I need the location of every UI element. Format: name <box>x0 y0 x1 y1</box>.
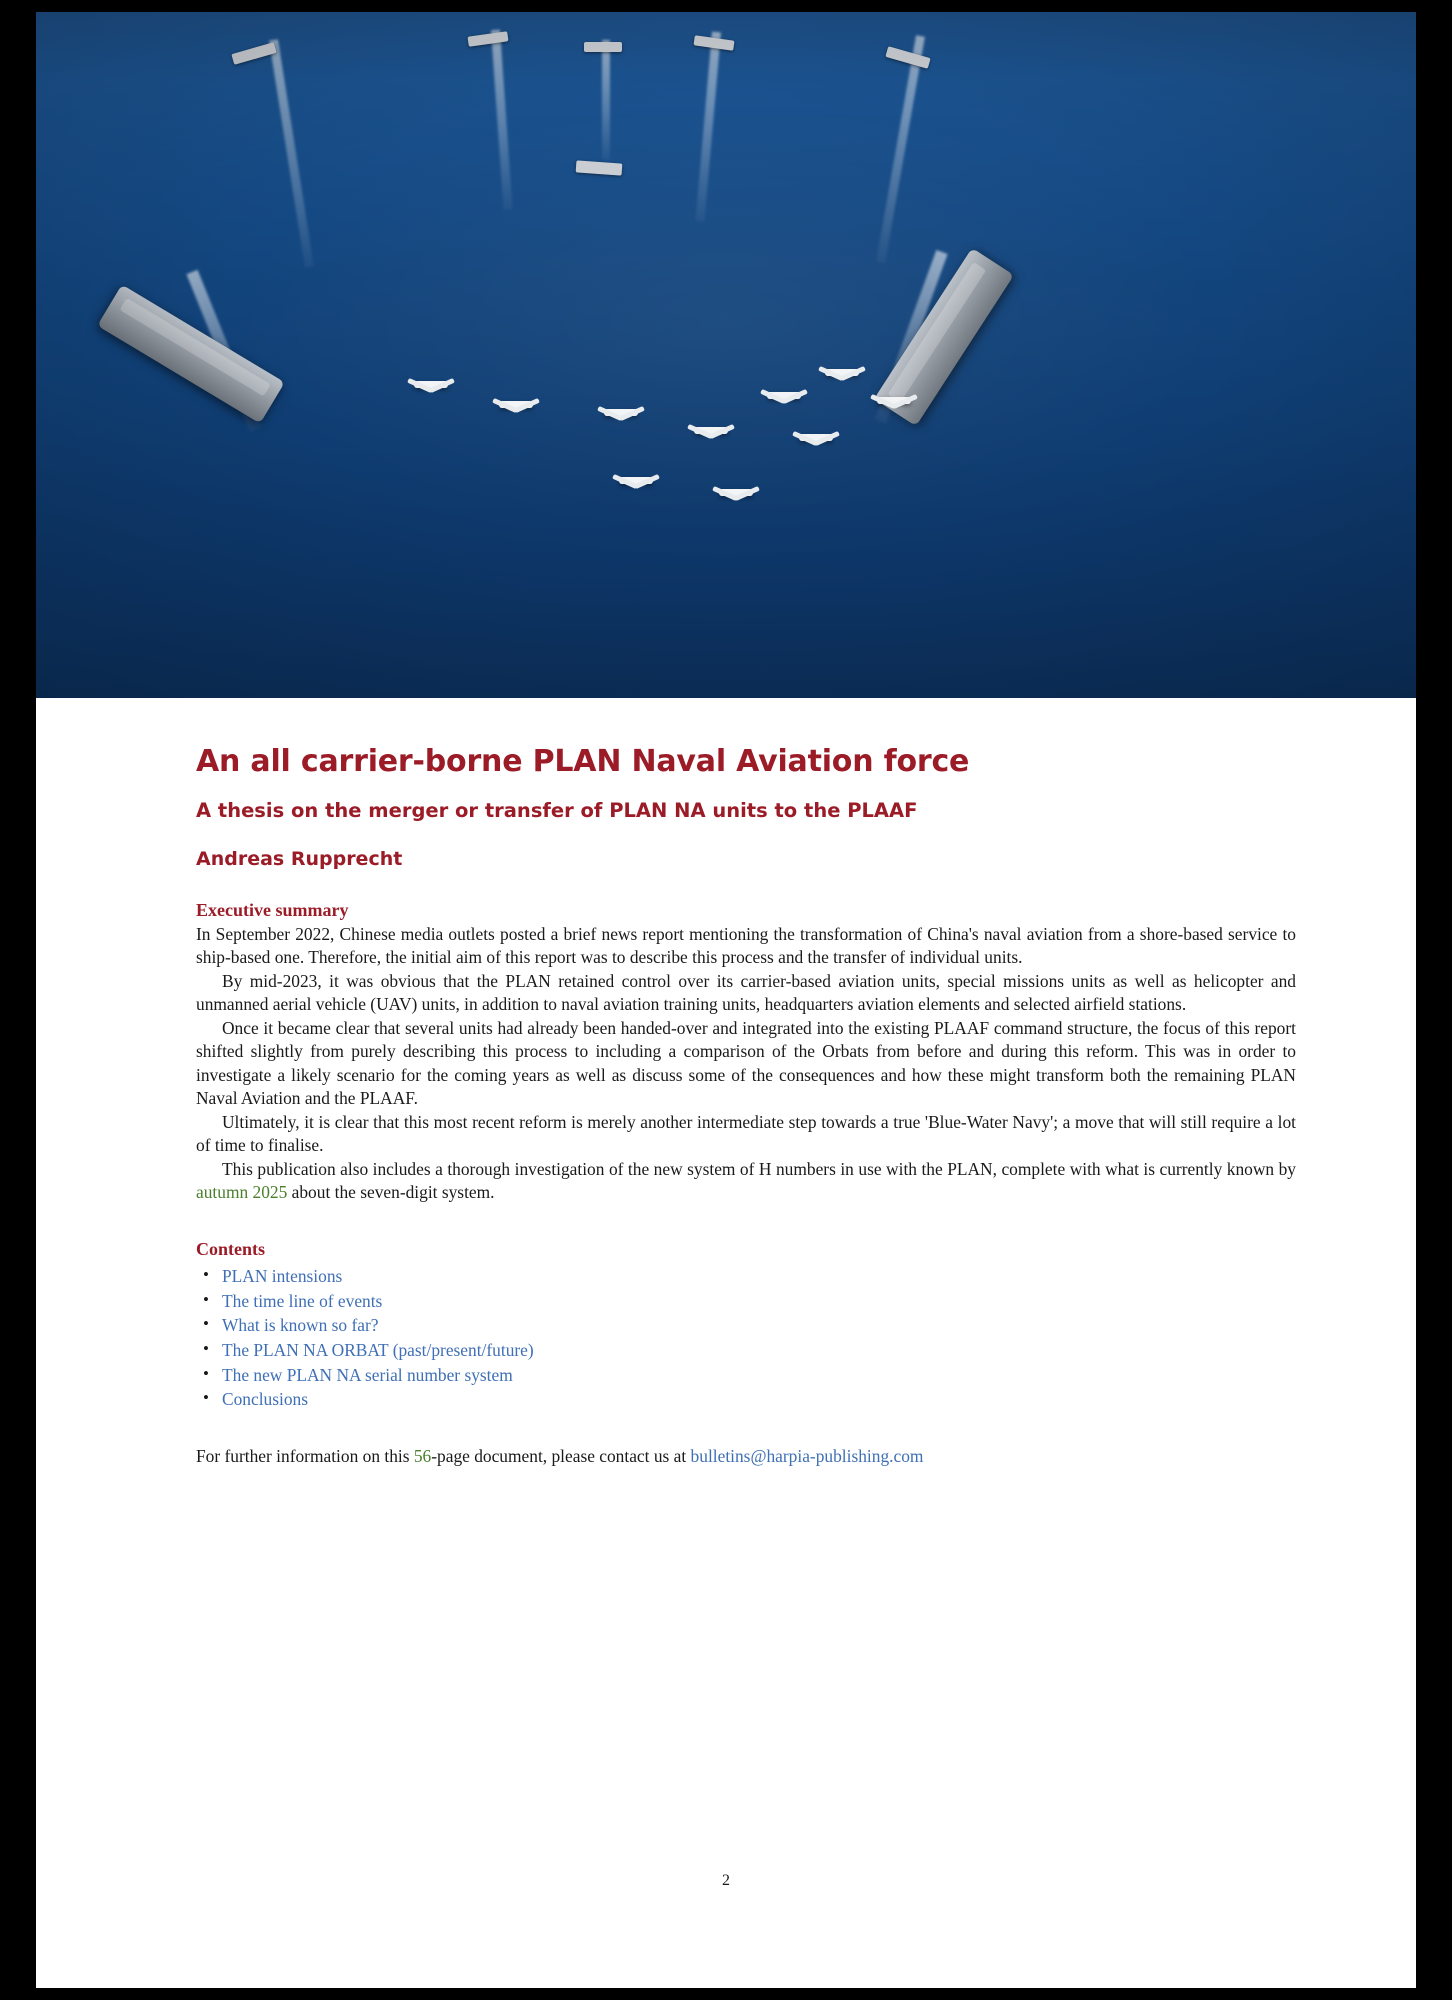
summary-paragraph-2: By mid-2023, it was obvious that the PLAN retained control over its carrier-based aviation units, special missions units as well as helicopter and unmanned aerial vehicle (UAV) units, in addition to naval aviation training units, headquarters aviation elements and selected airfield stations. <box>196 970 1296 1015</box>
contact-note-before: For further information on this <box>196 1446 414 1467</box>
list-item[interactable] <box>196 1363 1296 1388</box>
photo-vignette <box>36 12 1416 698</box>
list-item[interactable] <box>196 1313 1296 1338</box>
contact-note <box>196 1446 1296 1467</box>
page-number: 2 <box>722 1872 730 1889</box>
contents-item-label: Conclusions <box>222 1389 308 1410</box>
summary-paragraph-1: In September 2022, Chinese media outlets posted a brief news report mentioning the transformation of China's naval aviation from a shore-based service to ship-based one. Therefore, the initial aim of this report was to describe this process and the transfer of individual units. <box>196 924 1296 968</box>
contents-heading: Contents <box>196 1238 266 1259</box>
contact-note-middle: -page document, please contact us at <box>431 1446 691 1467</box>
page-title: An all carrier-borne PLAN Naval Aviation force <box>196 744 970 779</box>
list-item[interactable] <box>196 1387 1296 1412</box>
page-subtitle: A thesis on the merger or transfer of PLAN NA units to the PLAAF <box>196 799 918 822</box>
contents-item-label: The new PLAN NA serial number system <box>222 1364 513 1385</box>
summary-paragraph-5-before: This publication also includes a thorough investigation of the new system of H numbers in use with the PLAN, complete with what is currently known by <box>222 1158 1296 1179</box>
summary-paragraph-3: Once it became clear that several units had already been handed-over and integrated into the existing PLAAF command structure, the focus of this report shifted slightly from purely describing this process to including a comparison of the Orbats from before and during this reform. This was in order to investigate a likely scenario for the coming years as well as discuss some of the consequences and how these might transform both the remaining PLAN Naval Aviation and the PLAAF. <box>196 1017 1296 1109</box>
author-name: Andreas Rupprecht <box>196 848 403 870</box>
contents-item-label: The PLAN NA ORBAT (past/present/future) <box>222 1339 534 1360</box>
list-item[interactable] <box>196 1289 1296 1314</box>
list-item[interactable] <box>196 1264 1296 1289</box>
contact-email-link[interactable]: bulletins@harpia-publishing.com <box>690 1446 924 1467</box>
list-item[interactable] <box>196 1338 1296 1363</box>
contents-item-label: The time line of events <box>222 1290 383 1311</box>
document-page <box>36 12 1416 1988</box>
hero-photo <box>36 12 1416 698</box>
document-content <box>36 698 1416 1467</box>
contents-item-label: What is known so far? <box>222 1315 379 1336</box>
page-count: 56 <box>413 1446 432 1467</box>
autumn-2025-highlight: autumn 2025 <box>196 1182 288 1203</box>
contents-item-label: PLAN intensions <box>222 1265 343 1286</box>
summary-paragraph-4: Ultimately, it is clear that this most recent reform is merely another intermediate step towards a true 'Blue-Water Navy'; a move that will still require a lot of time to finalise. <box>196 1111 1296 1156</box>
executive-summary-heading: Executive summary <box>196 900 349 920</box>
summary-paragraph-5-after: about the seven-digit system. <box>287 1182 495 1203</box>
summary-paragraph-5 <box>196 1158 1296 1205</box>
contents-list <box>196 1264 1296 1412</box>
